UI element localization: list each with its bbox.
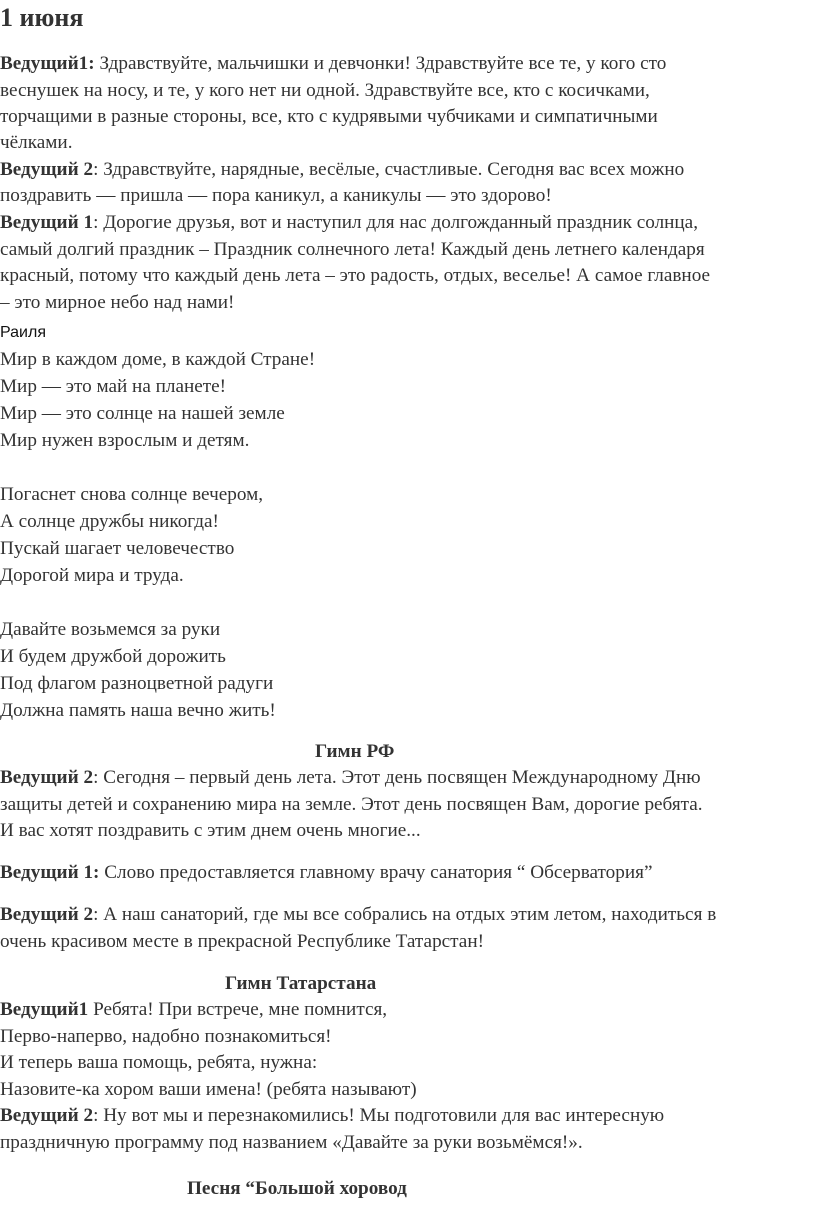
page-title: 1 июня: [0, 3, 84, 32]
poem-line: Мир — это май на планете!: [0, 376, 227, 397]
paragraph-line: [0, 860, 652, 886]
paragraph-line: веснушек на носу, и те, у кого нет ни одной. Здравствуйте все, кто с косичками,: [0, 80, 650, 101]
paragraph-line: [0, 997, 387, 1023]
speaker-label: Ведущий 2: [0, 1105, 94, 1126]
speaker-label: Ведущий 2: [0, 767, 94, 788]
paragraph-line: поздравить — пришла — пора каникул, а каникулы — это здорово!: [0, 185, 552, 206]
speaker-label: Ведущий1:: [0, 53, 95, 74]
poem-line: Дорогой мира и труда.: [0, 565, 184, 586]
reader-name: Раиля: [0, 324, 46, 341]
line-text: : А наш санаторий, где мы все собрались на отдых этим летом, находиться в: [93, 904, 717, 925]
poem-line: Под флагом разноцветной радуги: [0, 673, 274, 694]
poem-line: Мир в каждом доме, в каждой Стране!: [0, 349, 316, 370]
section-heading-anthem-rf: Гимн РФ: [315, 741, 395, 762]
paragraph-line: защиты детей и сохранению мира на земле. Этот день посвящен Вам, дорогие ребята.: [0, 794, 703, 815]
paragraph-line: [0, 765, 701, 791]
section-heading-song: Песня “Большой хоровод: [187, 1178, 407, 1199]
speaker-label: Ведущий1: [0, 999, 89, 1020]
line-text: Слово предоставляется главному врачу санатория “ Обсерватория”: [99, 862, 653, 883]
paragraph-line: очень красивом месте в прекрасной Республике Татарстан!: [0, 931, 484, 952]
poem-line: Погаснет снова солнце вечером,: [0, 484, 264, 505]
paragraph-line: торчащими в разные стороны, все, кто с кудрявыми чубчиками и симпатичными: [0, 106, 658, 127]
poem-line: А солнце дружбы никогда!: [0, 511, 219, 532]
paragraph-line: – это мирное небо над нами!: [0, 292, 235, 313]
paragraph-line: самый долгий праздник – Праздник солнечного лета! Каждый день летнего календаря: [0, 239, 705, 260]
line-text: : Ну вот мы и перезнакомились! Мы подготовили для вас интересную: [93, 1105, 665, 1126]
speaker-label: Ведущий 1: [0, 212, 94, 233]
paragraph-line: Перво-наперво, надобно познакомиться!: [0, 1026, 332, 1047]
line-text: : Сегодня – первый день лета. Этот день посвящен Международному Дню: [93, 767, 701, 788]
paragraph-line: [0, 210, 698, 236]
paragraph-line: И вас хотят поздравить с этим днем очень многие...: [0, 820, 421, 841]
paragraph-line: красный, потому что каждый день лета – это радость, отдых, веселье! А самое главное: [0, 265, 711, 286]
paragraph-line: чёлками.: [0, 132, 73, 153]
speaker-label: Ведущий 2: [0, 159, 94, 180]
poem-line: Давайте возьмемся за руки: [0, 619, 221, 640]
paragraph-line: [0, 902, 716, 928]
paragraph-line: [0, 1103, 664, 1129]
section-heading-anthem-tatarstan: Гимн Татарстана: [225, 973, 377, 994]
paragraph-line: [0, 51, 666, 77]
paragraph-line: [0, 157, 684, 183]
poem-line: Должна память наша вечно жить!: [0, 700, 276, 721]
speaker-label: Ведущий 1:: [0, 862, 100, 883]
line-text: Ребята! При встрече, мне помнится,: [88, 999, 388, 1020]
poem-line: Пускай шагает человечество: [0, 538, 235, 559]
paragraph-line: праздничную программу под названием «Давайте за руки возьмёмся!».: [0, 1132, 583, 1153]
paragraph-line: И теперь ваша помощь, ребята, нужна:: [0, 1052, 318, 1073]
line-text: Здравствуйте, мальчишки и девчонки! Здравствуйте все те, у кого сто: [94, 53, 667, 74]
line-text: : Дорогие друзья, вот и наступил для нас долгожданный праздник солнца,: [93, 212, 698, 233]
paragraph-line: Назовите-ка хором ваши имена! (ребята называют): [0, 1079, 417, 1100]
poem-line: И будем дружбой дорожить: [0, 646, 226, 667]
poem-line: Мир — это солнце на нашей земле: [0, 403, 285, 424]
poem-line: Мир нужен взрослым и детям.: [0, 430, 250, 451]
speaker-label: Ведущий 2: [0, 904, 94, 925]
line-text: : Здравствуйте, нарядные, весёлые, счастливые. Сегодня вас всех можно: [93, 159, 685, 180]
